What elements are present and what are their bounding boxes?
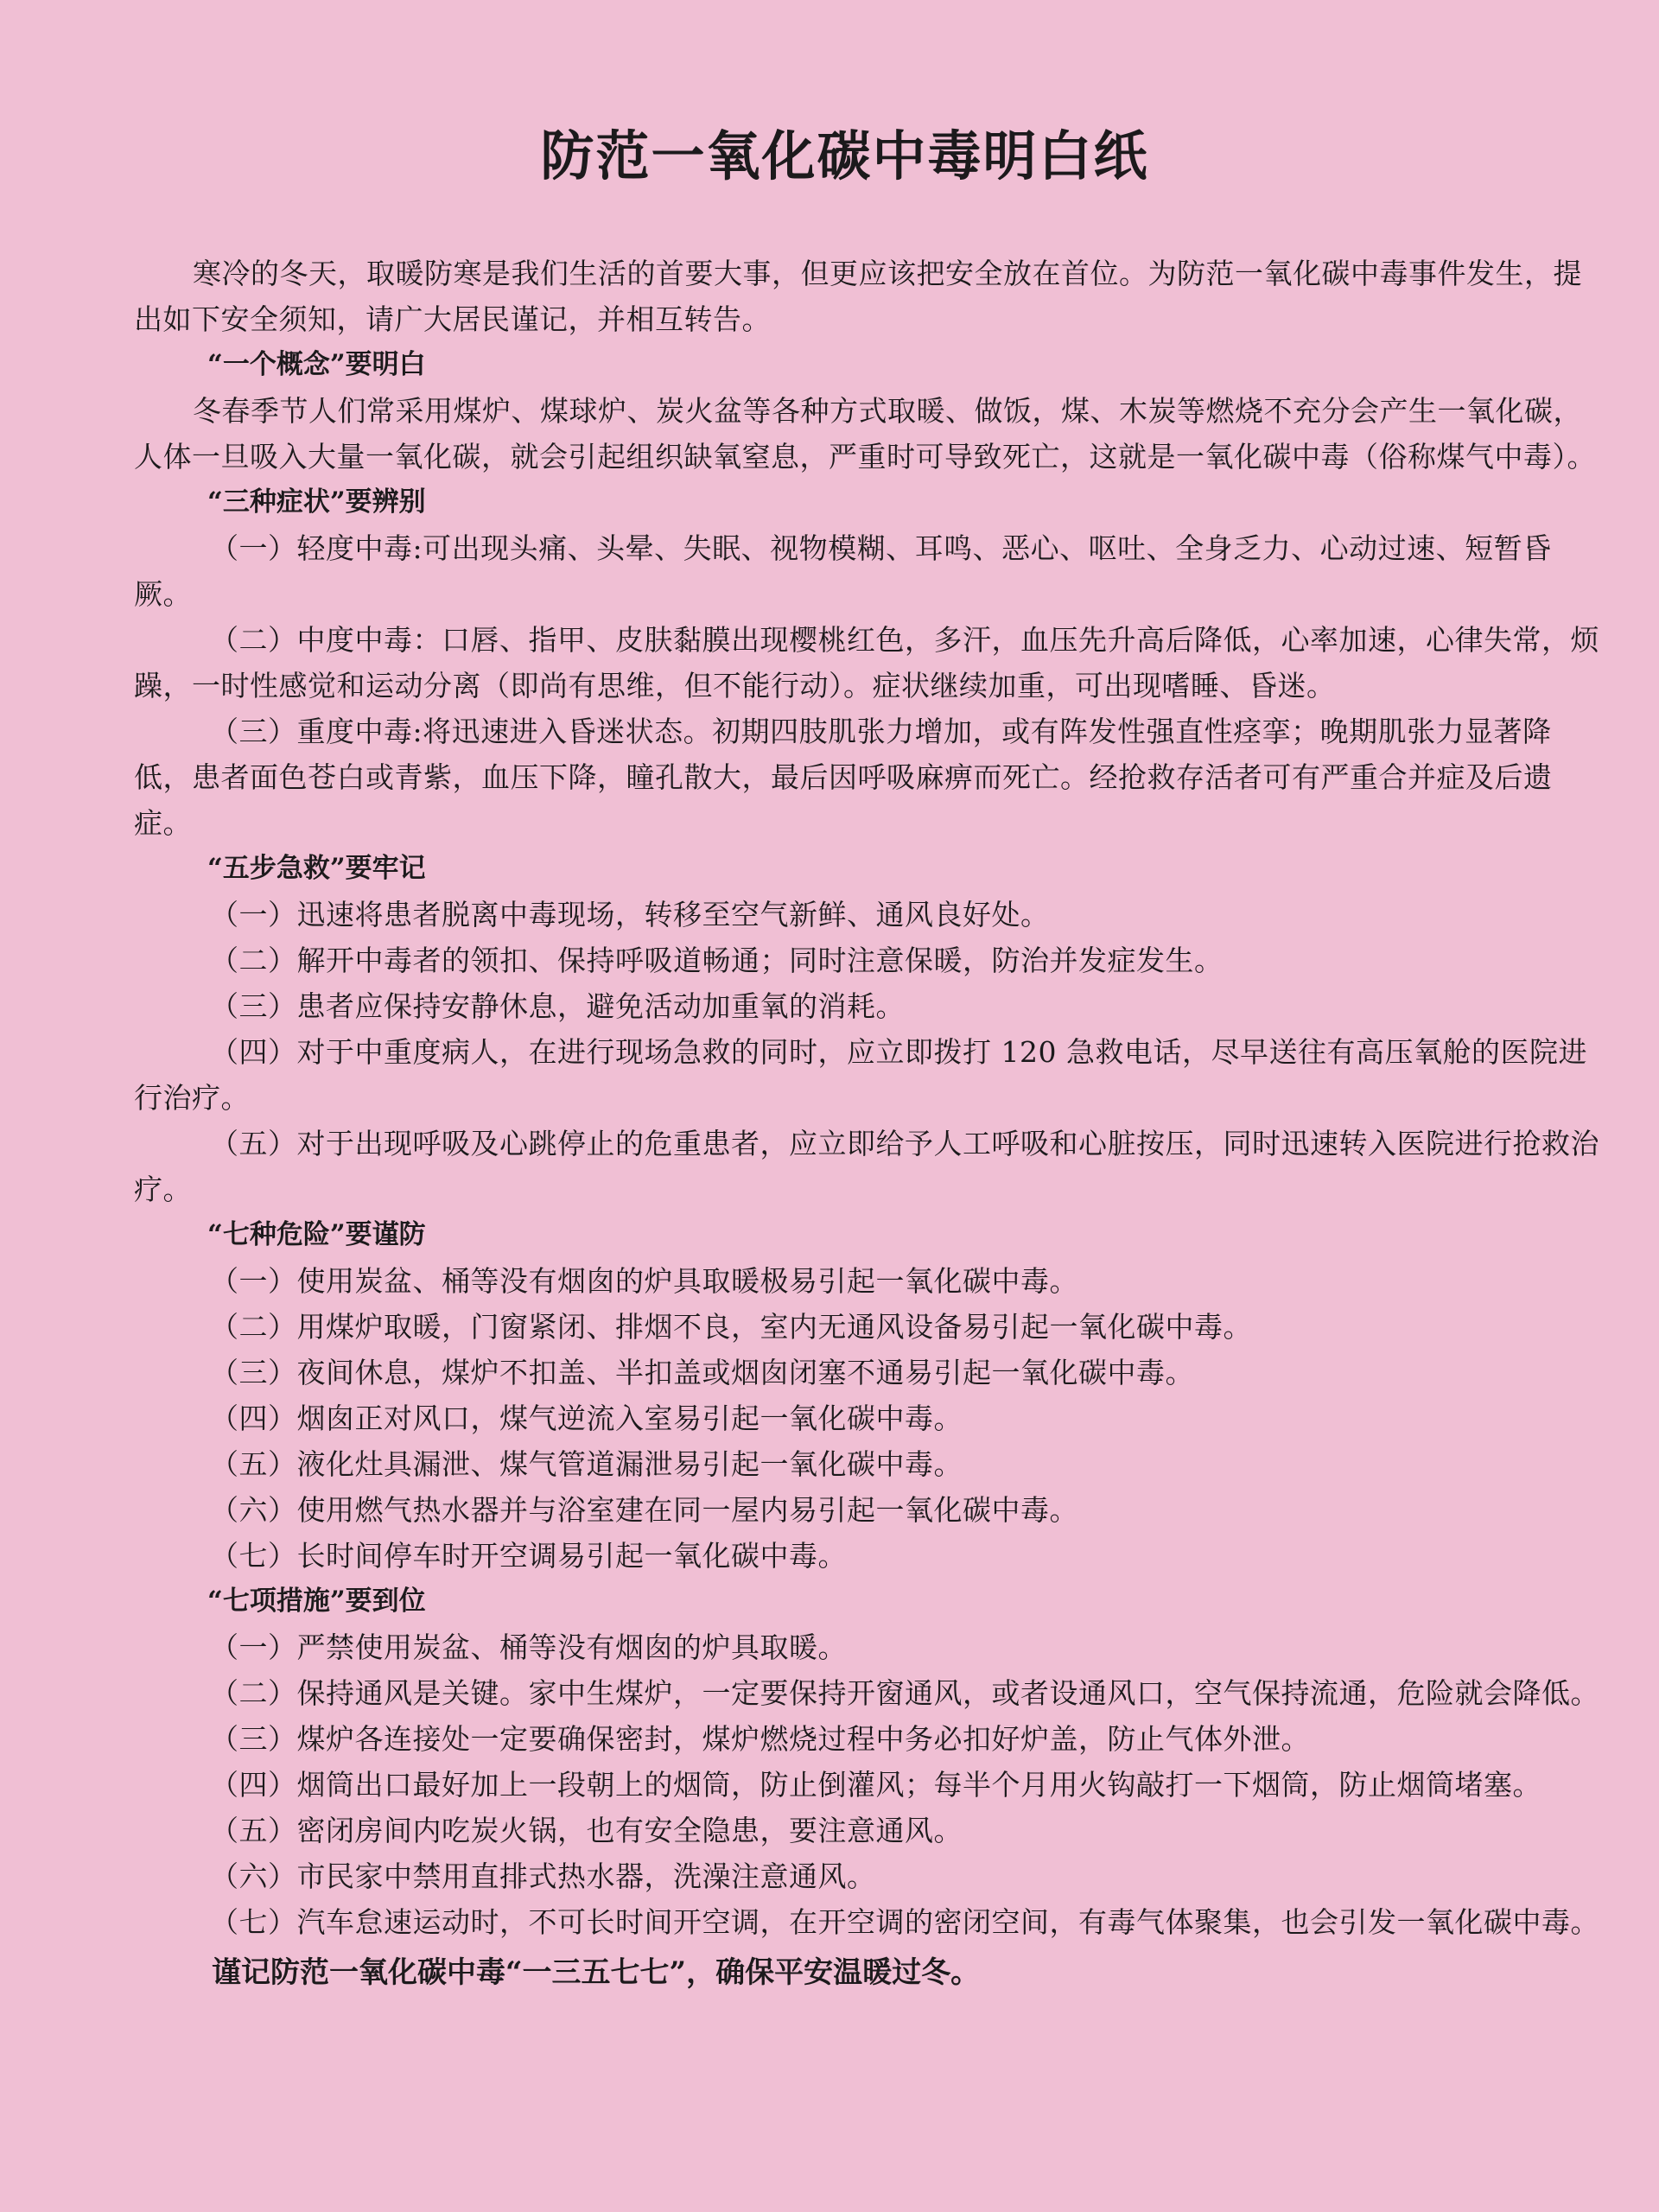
measure-item: （四）烟筒出口最好加上一段朝上的烟筒，防止倒灌风；每半个月用火钩敲打一下烟筒，防止烟筒堵塞。 — [210, 1768, 1541, 1802]
section-heading: “三种症状”要辨别 — [207, 486, 426, 518]
closing-statement: 谨记防范一氧化碳中毒“一三五七七”，确保平安温暖过冬。 — [212, 1955, 981, 1990]
danger-item: （二）用煤炉取暖，门窗紧闭、排烟不良，室内无通风设备易引起一氧化碳中毒。 — [210, 1310, 1252, 1344]
section-heading: “七种危险”要谨防 — [207, 1219, 426, 1250]
symptom-item: （二）中度中毒：口唇、指甲、皮肤黏膜出现樱桃红色，多汗，血压先升高后降低，心率加速，心律失常，烦躁，一时性感觉和运动分离（即尚有思维，但不能行动）。症状继续加重，可出现嗜睡、昏迷。 — [134, 623, 1599, 702]
first-aid-item: （一）迅速将患者脱离中毒现场，转移至空气新鲜、通风良好处。 — [210, 898, 1050, 931]
first-aid-item: （二）解开中毒者的领扣、保持呼吸道畅通；同时注意保暖，防治并发症发生。 — [210, 944, 1224, 977]
section-one-concept — [134, 342, 1607, 480]
danger-item: （四）烟囱正对风口，煤气逆流入室易引起一氧化碳中毒。 — [210, 1402, 963, 1435]
danger-item: （三）夜间休息，煤炉不扣盖、半扣盖或烟囱闭塞不通易引起一氧化碳中毒。 — [210, 1356, 1194, 1389]
symptom-item: （一）轻度中毒:可出现头痛、头晕、失眠、视物模糊、耳鸣、恶心、呕吐、全身乏力、心动过速、短暂昏厥。 — [134, 531, 1552, 611]
danger-item: （一）使用炭盆、桶等没有烟囱的炉具取暖极易引起一氧化碳中毒。 — [210, 1264, 1078, 1298]
document-title: 防范一氧化碳中毒明白纸 — [540, 124, 1149, 188]
measure-item: （六）市民家中禁用直排式热水器，洗澡注意通风。 — [210, 1859, 876, 1893]
section-seven-measures — [134, 1579, 1607, 1945]
first-aid-item: （三）患者应保持安静休息，避免活动加重氧的消耗。 — [210, 989, 905, 1023]
measure-item: （一）严禁使用炭盆、桶等没有烟囱的炉具取暖。 — [210, 1630, 847, 1664]
danger-item: （七）长时间停车时开空调易引起一氧化碳中毒。 — [210, 1539, 847, 1573]
measure-item: （三）煤炉各连接处一定要确保密封，煤炉燃烧过程中务必扣好炉盖，防止气体外泄。 — [210, 1722, 1310, 1756]
section-paragraph: 冬春季节人们常采用煤炉、煤球炉、炭火盆等各种方式取暖、做饭，煤、木炭等燃烧不充分会产生一氧化碳，人体一旦吸入大量一氧化碳，就会引起组织缺氧窒息，严重时可导致死亡，这就是一氧化碳中毒（俗称煤气中毒）。 — [134, 394, 1596, 474]
section-heading: “五步急救”要牢记 — [207, 853, 426, 884]
first-aid-item: （五）对于出现呼吸及心跳停止的危重患者，应立即给予人工呼吸和心脏按压，同时迅速转入医院进行抢救治疗。 — [134, 1127, 1599, 1206]
first-aid-item: （四）对于中重度病人，在进行现场急救的同时，应立即拨打 120 急救电话，尽早送往有高压氧舱的医院进行治疗。 — [134, 1035, 1587, 1115]
section-five-first-aid — [134, 846, 1607, 1212]
section-heading: “七项措施”要到位 — [207, 1586, 426, 1617]
section-heading: “一个概念”要明白 — [207, 349, 426, 380]
danger-item: （五）液化灶具漏泄、煤气管道漏泄易引起一氧化碳中毒。 — [210, 1447, 963, 1481]
section-seven-dangers — [134, 1212, 1607, 1579]
section-three-symptoms — [134, 480, 1607, 846]
intro-paragraph: 寒冷的冬天，取暖防寒是我们生活的首要大事，但更应该把安全放在首位。为防范一氧化碳中毒事件发生，提出如下安全须知，请广大居民谨记，并相互转告。 — [134, 257, 1582, 336]
measure-item: （七）汽车怠速运动时，不可长时间开空调，在开空调的密闭空间，有毒气体聚集，也会引发一氧化碳中毒。 — [210, 1905, 1599, 1939]
measure-item: （五）密闭房间内吃炭火锅，也有安全隐患，要注意通风。 — [210, 1814, 963, 1847]
danger-item: （六）使用燃气热水器并与浴室建在同一屋内易引起一氧化碳中毒。 — [210, 1493, 1078, 1527]
measure-item: （二）保持通风是关键。家中生煤炉，一定要保持开窗通风，或者设通风口，空气保持流通，危险就会降低。 — [210, 1676, 1599, 1710]
symptom-item: （三）重度中毒:将迅速进入昏迷状态。初期四肢肌张力增加，或有阵发性强直性痉挛；晚期肌张力显著降低，患者面色苍白或青紫，血压下降，瞳孔散大，最后因呼吸麻痹而死亡。经抢救存活者可有严重合并症及后遗症。 — [134, 715, 1553, 840]
